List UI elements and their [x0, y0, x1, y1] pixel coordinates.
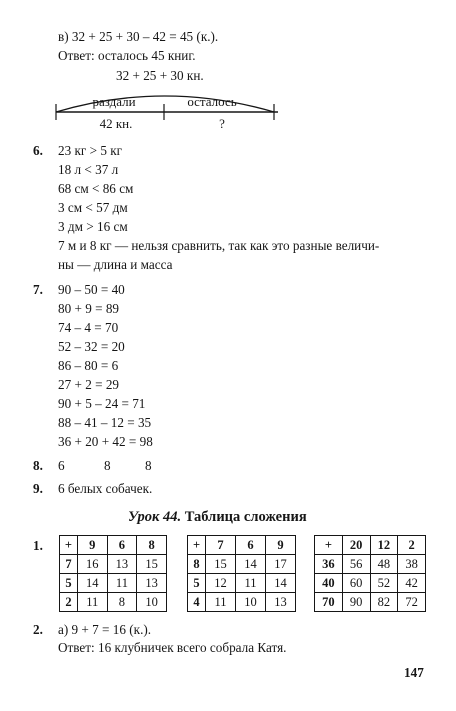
page-number: 147 — [404, 665, 424, 680]
lesson-title-number: Урок 44. — [128, 509, 182, 525]
table-cell: 8 — [107, 593, 137, 612]
equation-line: 86 – 80 = 6 — [58, 358, 119, 373]
table-cell: 60 — [342, 574, 370, 593]
equation-line-v: в) 32 + 25 + 30 – 42 = 45 (к.). — [58, 29, 219, 44]
task-number-1: 1. — [33, 538, 43, 553]
equation-line: 90 – 50 = 40 — [58, 282, 125, 297]
table-cell: 11 — [107, 574, 137, 593]
addition-table-3 — [314, 535, 426, 612]
segment-schema — [52, 86, 284, 132]
task-number-9: 9. — [33, 481, 43, 496]
lesson-title-text: Таблица сложения — [181, 509, 307, 525]
comparison-line: 68 см < 86 см — [58, 181, 134, 196]
table-cell: 13 — [266, 593, 296, 612]
equation-line: 90 + 5 – 24 = 71 — [58, 396, 146, 411]
equation-line: 36 + 20 + 42 = 98 — [58, 434, 153, 449]
table-cell: 14 — [77, 574, 107, 593]
table-cell-header: 12 — [370, 536, 398, 555]
schema-right-value: ? — [219, 116, 225, 131]
table-cell: 13 — [137, 574, 167, 593]
table-cell: 14 — [266, 574, 296, 593]
task-number-2: 2. — [33, 622, 43, 637]
table-cell: 11 — [206, 593, 236, 612]
table-cell-header: 70 — [315, 593, 343, 612]
table-cell-header: 8 — [188, 555, 206, 574]
schema-total-label: 32 + 25 + 30 кн. — [116, 68, 204, 83]
table-cell: 17 — [266, 555, 296, 574]
equation-line: 74 – 4 = 70 — [58, 320, 119, 335]
comparison-line: 23 кг > 5 кг — [58, 143, 123, 158]
table-cell-header: 9 — [77, 536, 107, 555]
comparison-line: 3 см < 57 дм — [58, 200, 128, 215]
table-cell: 82 — [370, 593, 398, 612]
addition-table-1 — [59, 535, 167, 612]
task-number-7: 7. — [33, 282, 43, 297]
table-cell-header: 2 — [60, 593, 78, 612]
table-cell: 90 — [342, 593, 370, 612]
comparison-note-line1: 7 м и 8 кг — нельзя сравнить, так как это разные величи- — [58, 238, 380, 253]
table-cell: 10 — [236, 593, 266, 612]
table-cell-header: 8 — [137, 536, 167, 555]
schema-left-label: раздали — [92, 94, 136, 109]
comparison-line: 18 л < 37 л — [58, 162, 119, 177]
equation-line: 27 + 2 = 29 — [58, 377, 120, 392]
table-cell: 12 — [206, 574, 236, 593]
comparison-note-line2: ны — длина и масса — [58, 257, 173, 272]
answer-value: 8 — [104, 458, 111, 473]
table-cell-operator: + — [60, 536, 78, 555]
table-cell-header: 6 — [107, 536, 137, 555]
equation-line: 88 – 41 – 12 = 35 — [58, 415, 152, 430]
table-cell-header: 40 — [315, 574, 343, 593]
table-cell-header: 7 — [206, 536, 236, 555]
table-cell-header: 5 — [188, 574, 206, 593]
task-number-6: 6. — [33, 143, 43, 158]
schema-right-label: осталось — [187, 94, 237, 109]
answer-value: 6 — [58, 458, 65, 473]
task-number-8: 8. — [33, 458, 43, 473]
table-cell: 15 — [137, 555, 167, 574]
table-cell-header: 5 — [60, 574, 78, 593]
table-cell-header: 36 — [315, 555, 343, 574]
table-cell-header: 4 — [188, 593, 206, 612]
table-cell: 10 — [137, 593, 167, 612]
equation-line: 80 + 9 = 89 — [58, 301, 120, 316]
lesson-title — [128, 510, 307, 525]
answer-line: Ответ: 16 клубничек всего собрала Катя. — [58, 640, 287, 655]
table-cell-header: 2 — [398, 536, 426, 555]
table-cell: 72 — [398, 593, 426, 612]
equation-line-a: а) 9 + 7 = 16 (к.). — [58, 622, 152, 637]
addition-table-2 — [187, 535, 296, 612]
answer-value: 8 — [145, 458, 152, 473]
table-cell: 16 — [77, 555, 107, 574]
table-cell: 52 — [370, 574, 398, 593]
total-arc — [56, 96, 274, 112]
table-cell: 11 — [77, 593, 107, 612]
equation-line: 52 – 32 = 20 — [58, 339, 125, 354]
table-cell-operator: + — [188, 536, 206, 555]
table-cell: 56 — [342, 555, 370, 574]
table-cell-header: 9 — [266, 536, 296, 555]
table-cell: 38 — [398, 555, 426, 574]
table-cell: 14 — [236, 555, 266, 574]
schema-left-value: 42 кн. — [99, 116, 133, 131]
table-cell: 48 — [370, 555, 398, 574]
table-cell-header: 6 — [236, 536, 266, 555]
table-cell: 11 — [236, 574, 266, 593]
table-cell-header: 7 — [60, 555, 78, 574]
answer-line: Ответ: осталось 45 книг. — [58, 48, 196, 63]
table-cell-header: 20 — [342, 536, 370, 555]
table-cell: 42 — [398, 574, 426, 593]
table-cell: 15 — [206, 555, 236, 574]
table-cell: 13 — [107, 555, 137, 574]
answer-text: 6 белых собачек. — [58, 481, 153, 496]
table-cell-operator: + — [315, 536, 343, 555]
comparison-line: 3 дм > 16 см — [58, 219, 128, 234]
